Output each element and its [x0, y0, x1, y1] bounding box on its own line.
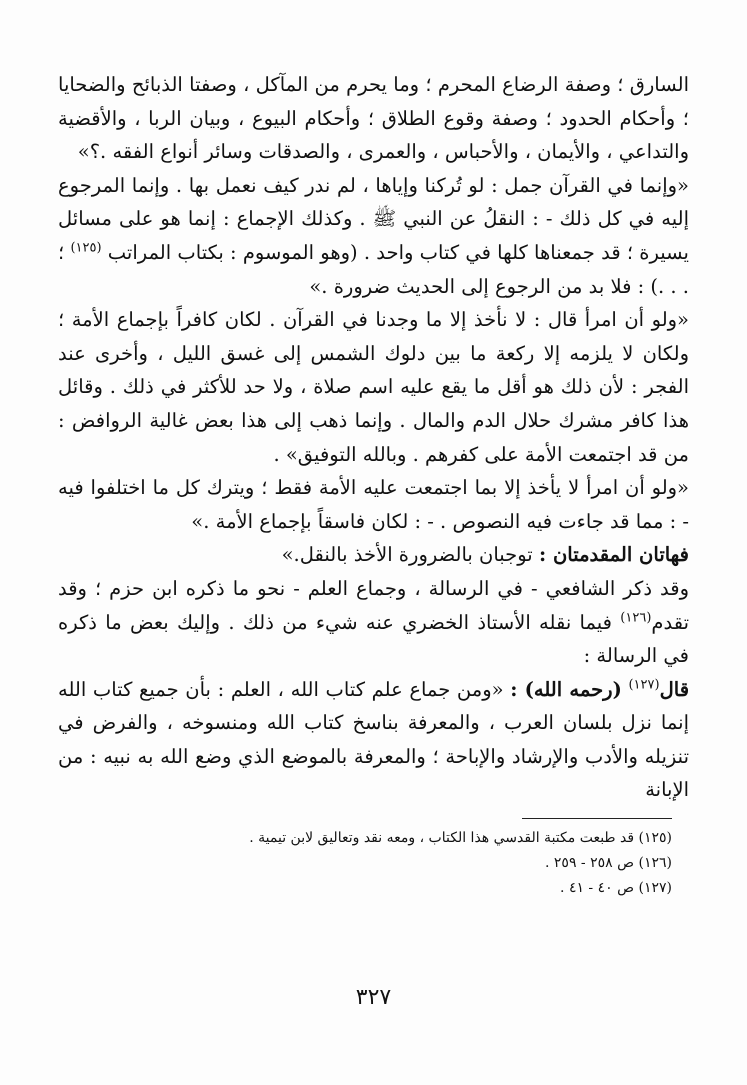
footnote-127: (١٢٧) ص ٤٠ - ٤١ .	[560, 880, 672, 896]
paragraph-7	[58, 673, 689, 807]
paragraph-5-bold: فهاتان المقدمتان :	[538, 543, 689, 567]
footnote-marker-125: (١٢٥)	[70, 240, 102, 256]
paragraph-5-text: توجبان بالضرورة الأخذ بالنقل.»	[281, 543, 533, 567]
footnote-125: (١٢٥) قد طبعت مكتبة القدسي هذا الكتاب ، ومعه نقد وتعاليق لابن تيمية .	[249, 830, 672, 846]
footnotes	[100, 826, 672, 901]
page-number: ٣٢٧	[355, 985, 392, 1010]
paragraph-2	[58, 169, 689, 303]
footnote-marker-127: (١٢٧)	[628, 677, 660, 693]
paragraph-2-text-a: «وإنما في القرآن جمل : لو تُركنا وإياها ، لم ندر كيف نعمل بها . وإنما المرجوع إليه في كل ذلك - : النقلُ عن النبي ﷺ . وكذلك الإجماع : إنما هو على مسائل يسيرة ؛ قد جمعناها كلها في كتاب واحد . (وهو الموسوم : بكتاب المراتب	[58, 173, 689, 264]
paragraph-1: السارق ؛ وصفة الرضاع المحرم ؛ وما يحرم من المآكل ، وصفتا الذبائح والضحايا ؛ وأحكام الحدود ؛ وصفة وقوع الطلاق ؛ وأحكام البيوع ، وبيان الربا ، والأقضية والتداعي ، والأيمان ، والأحباس ، والعمرى ، والصدقات وسائر أنواع الفقه .؟»	[58, 73, 689, 164]
footnote-marker-126: (١٢٦)	[620, 610, 652, 625]
paragraph-7-text: «ومن جماع علم كتاب الله ، العلم : بأن جميع كتاب الله إنما نزل بلسان العرب ، والمعرفة بناسخ كتاب الله ومنسوخه ، والفرض في تنزيله والأدب والإرشاد والإباحة ؛ والمعرفة بالموضع الذي وضع الله به نبيه : من الإبانة	[58, 677, 689, 802]
footnote-126: (١٢٦) ص ٢٥٨ - ٢٥٩ .	[545, 855, 672, 871]
paragraph-6-text-b: فيما نقله الأستاذ الخضري عنه شيء من ذلك . وإليك بعض ما ذكره في الرسالة :	[58, 610, 689, 668]
main-text	[58, 68, 689, 807]
paragraph-7-bold-qala: قال	[659, 677, 690, 701]
paragraph-2-text-b: ؛ . . .) : فلا بد من الرجوع إلى الحديث ضرورة .»	[58, 240, 689, 298]
paragraph-6	[58, 572, 689, 673]
paragraph-3: «ولو أن امرأ قال : لا نأخذ إلا ما وجدنا في القرآن . لكان كافراً بإجماع الأمة ؛ ولكان لا يلزمه إلا ركعة ما بين دلوك الشمس إلى غسق الليل ، وأخرى عند الفجر : لأن ذلك هو أقل ما يقع عليه اسم صلاة ، ولا حد للأكثر في ذلك . وقائل هذا كافر مشرك حلال الدم والمال . وإنما ذهب إلى هذا بعض غالية الروافض : من قد اجتمعت الأمة على كفرهم . وبالله التوفيق» .	[58, 308, 689, 466]
footnote-divider	[522, 818, 672, 819]
paragraph-5	[58, 538, 689, 572]
paragraph-6-text-a: وقد ذكر الشافعي - في الرسالة ، وجماع العلم - نحو ما ذكره ابن حزم ؛ وقد تقدم	[58, 576, 689, 634]
paragraph-4: «ولو أن امرأ لا يأخذ إلا بما اجتمعت عليه الأمة فقط ؛ ويترك كل ما اختلفوا فيه - : مما قد جاءت فيه النصوص . - : لكان فاسقاً بإجماع الأمة .»	[58, 476, 689, 533]
paragraph-7-bold-rahimahu: (رحمه الله) :	[510, 677, 622, 701]
